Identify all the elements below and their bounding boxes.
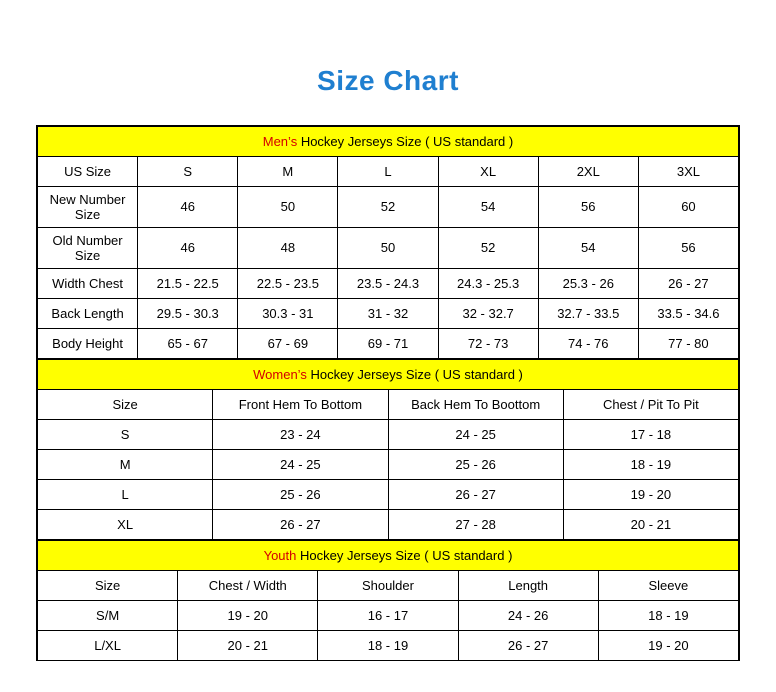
mens-r4-c0: Body Height <box>38 328 138 358</box>
mens-section-heading-row <box>38 126 739 156</box>
womens-column-header-row <box>38 389 739 419</box>
youth-col-2: Shoulder <box>318 570 458 600</box>
womens-size-table <box>37 359 739 540</box>
table-row <box>38 479 739 509</box>
mens-r4-c5: 74 - 76 <box>538 328 638 358</box>
youth-r1-c1: 20 - 21 <box>178 630 318 660</box>
womens-r1-c0: M <box>38 449 213 479</box>
table-row <box>38 298 739 328</box>
mens-r2-c3: 23.5 - 24.3 <box>338 268 438 298</box>
youth-size-table <box>37 540 739 661</box>
mens-r1-c3: 50 <box>338 227 438 268</box>
womens-r2-c2: 26 - 27 <box>388 479 563 509</box>
table-row <box>38 600 739 630</box>
womens-r0-c3: 17 - 18 <box>563 419 738 449</box>
womens-r1-c2: 25 - 26 <box>388 449 563 479</box>
womens-r1-c3: 18 - 19 <box>563 449 738 479</box>
womens-r0-c0: S <box>38 419 213 449</box>
womens-r3-c3: 20 - 21 <box>563 509 738 539</box>
table-row <box>38 449 739 479</box>
mens-r3-c4: 32 - 32.7 <box>438 298 538 328</box>
youth-r1-c3: 26 - 27 <box>458 630 598 660</box>
mens-r4-c2: 67 - 69 <box>238 328 338 358</box>
mens-r0-c2: 50 <box>238 186 338 227</box>
mens-r1-c0: Old Number Size <box>38 227 138 268</box>
mens-r3-c0: Back Length <box>38 298 138 328</box>
table-row <box>38 268 739 298</box>
mens-heading-rest: Hockey Jerseys Size ( US standard ) <box>297 133 514 149</box>
table-row <box>38 419 739 449</box>
youth-r0-c0: S/M <box>38 600 178 630</box>
size-chart-container <box>36 125 740 661</box>
mens-r0-c3: 52 <box>338 186 438 227</box>
womens-col-0: Size <box>38 389 213 419</box>
mens-r3-c2: 30.3 - 31 <box>238 298 338 328</box>
mens-r0-c1: 46 <box>138 186 238 227</box>
youth-section-heading-row <box>38 540 739 570</box>
mens-size-table <box>37 126 739 359</box>
youth-r0-c3: 24 - 26 <box>458 600 598 630</box>
womens-section-heading <box>38 359 739 389</box>
mens-section-heading <box>38 126 739 156</box>
mens-r2-c2: 22.5 - 23.5 <box>238 268 338 298</box>
youth-r1-c4: 19 - 20 <box>598 630 738 660</box>
mens-r2-c6: 26 - 27 <box>638 268 738 298</box>
table-row <box>38 328 739 358</box>
mens-r0-c6: 60 <box>638 186 738 227</box>
mens-r2-c0: Width Chest <box>38 268 138 298</box>
mens-r2-c1: 21.5 - 22.5 <box>138 268 238 298</box>
womens-r3-c2: 27 - 28 <box>388 509 563 539</box>
mens-col-2: M <box>238 156 338 186</box>
table-row <box>38 186 739 227</box>
mens-r3-c6: 33.5 - 34.6 <box>638 298 738 328</box>
mens-r1-c1: 46 <box>138 227 238 268</box>
mens-r0-c4: 54 <box>438 186 538 227</box>
womens-heading-accent: Women’s <box>253 366 307 382</box>
womens-section-heading-row <box>38 359 739 389</box>
page-title: Size Chart <box>317 65 459 96</box>
womens-col-1: Front Hem To Bottom <box>213 389 388 419</box>
youth-r0-c4: 18 - 19 <box>598 600 738 630</box>
youth-column-header-row <box>38 570 739 600</box>
mens-r4-c1: 65 - 67 <box>138 328 238 358</box>
mens-col-3: L <box>338 156 438 186</box>
mens-r3-c1: 29.5 - 30.3 <box>138 298 238 328</box>
womens-col-3: Chest / Pit To Pit <box>563 389 738 419</box>
youth-heading-rest: Hockey Jerseys Size ( US standard ) <box>296 547 513 563</box>
mens-r2-c4: 24.3 - 25.3 <box>438 268 538 298</box>
youth-r1-c0: L/XL <box>38 630 178 660</box>
mens-r4-c3: 69 - 71 <box>338 328 438 358</box>
youth-col-0: Size <box>38 570 178 600</box>
mens-col-5: 2XL <box>538 156 638 186</box>
mens-col-4: XL <box>438 156 538 186</box>
womens-r0-c2: 24 - 25 <box>388 419 563 449</box>
youth-r1-c2: 18 - 19 <box>318 630 458 660</box>
mens-r2-c5: 25.3 - 26 <box>538 268 638 298</box>
womens-col-2: Back Hem To Boottom <box>388 389 563 419</box>
mens-r0-c5: 56 <box>538 186 638 227</box>
mens-r4-c6: 77 - 80 <box>638 328 738 358</box>
mens-r1-c5: 54 <box>538 227 638 268</box>
mens-col-1: S <box>138 156 238 186</box>
womens-r3-c1: 26 - 27 <box>213 509 388 539</box>
table-row <box>38 630 739 660</box>
youth-r0-c1: 19 - 20 <box>178 600 318 630</box>
mens-heading-accent: Men’s <box>262 133 298 149</box>
mens-r1-c6: 56 <box>638 227 738 268</box>
youth-col-4: Sleeve <box>598 570 738 600</box>
womens-r2-c0: L <box>38 479 213 509</box>
mens-r0-c0: New Number Size <box>38 186 138 227</box>
mens-col-0: US Size <box>38 156 138 186</box>
womens-r1-c1: 24 - 25 <box>213 449 388 479</box>
mens-column-header-row <box>38 156 739 186</box>
mens-r3-c3: 31 - 32 <box>338 298 438 328</box>
mens-r3-c5: 32.7 - 33.5 <box>538 298 638 328</box>
womens-r2-c3: 19 - 20 <box>563 479 738 509</box>
mens-r1-c2: 48 <box>238 227 338 268</box>
youth-col-3: Length <box>458 570 598 600</box>
youth-heading-accent: Youth <box>263 547 297 563</box>
mens-col-6: 3XL <box>638 156 738 186</box>
youth-col-1: Chest / Width <box>178 570 318 600</box>
womens-heading-rest: Hockey Jerseys Size ( US standard ) <box>306 366 523 382</box>
womens-r0-c1: 23 - 24 <box>213 419 388 449</box>
table-row <box>38 227 739 268</box>
womens-r2-c1: 25 - 26 <box>213 479 388 509</box>
mens-r1-c4: 52 <box>438 227 538 268</box>
youth-r0-c2: 16 - 17 <box>318 600 458 630</box>
womens-r3-c0: XL <box>38 509 213 539</box>
mens-r4-c4: 72 - 73 <box>438 328 538 358</box>
table-row <box>38 509 739 539</box>
youth-section-heading <box>38 540 739 570</box>
